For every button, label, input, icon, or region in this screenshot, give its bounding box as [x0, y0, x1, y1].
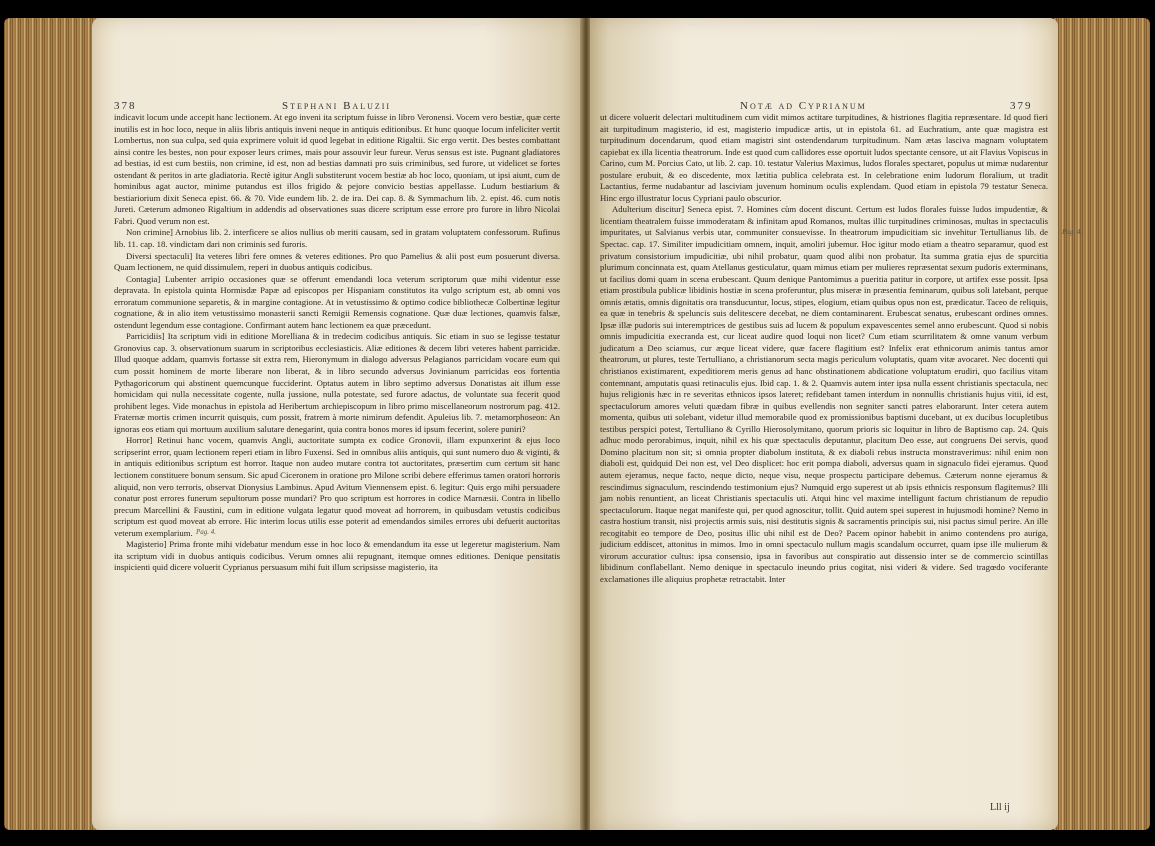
- paragraph: Magisterio] Prima fronte mihi videbatur mendum esse in hoc loco & emendandum ita esse ut legeretur magisterium. Nam ita scriptum vidi in duobus antiquis codicibus. Verum omnes alii repugnant, itemque omnes editiones. Denique pensitatis inspicienti quid dicere voluerit Cyprianus persuasum mihi fuit illum scripsisse magisterio, ita: [114, 539, 560, 573]
- left-page-number: 378: [114, 100, 137, 112]
- paragraph: Adulterium discitur] Seneca epist. 7. Homines cùm docent discunt. Certum est ludos florales fuisse ludos impudentiæ, & licentiam theatralem fuisse immoderatam & infinitam apud Romanos, multas illic turpitudines criminosas, multas in spectaculis impuritates, ut Salvianus verbis utar, communiter consuevisse. In theatrorum impudicitiam sic invehitur Tertullianus lib. de Spectac. cap. 17. Similiter impudicitiam omnem, inquit, amoliri jubemur. Hoc igitur modo etiam a theatro separamur, quod est privatum consistorium impudicitiæ, ubi nihil probatur, quam quod alibi non probatur. Ita summa gratia ejus de spurcitia plurimum concinnata est, quam Atellanus gesticulatur, quam mimus etiam per mulieres repræsentat sexum pudoris exterminans, ut facilius domi quam in scena erubescant. Quum denique Pantomimus a pueritia patitur in corpore, ut artifex esse possit. Ipsa etiam prostibula publicæ libidinis hostiæ in scena proferuntur, plus miseræ in præsentia feminarum, quibus soli latebant, perque omnis ætatis, omnis dignitatis ora transducuntur, locus, stipes, elogium, etiam quibus opus non est, prædicatur. Taceo de reliquis, ea quæ in tenebris & speluncis suis delitescere decebat, ne diem contaminarent. Erubescat senatus, erubescant ordines omnes. Ipsæ illæ pudoris sui interemptrices de gestibus suis ad lucem & populum expavescentes semel anno erubescunt. Quod si nobis omnis impudicitia execranda est, cur liceat audire quod loqui non licet? Cum etiam scurrilitatem & omne vanum verbum judicatum a Deo sciamus, cur æque liceat videre, quæ facere flagitium est? Infelix erat ethnicorum animis tantus amor theatrorum, ut plures, teste Tertulliano, a christianorum secta magis periculum voluptatis, quam vitæ avocaret. Nec docenti qui christianos existimarent, expeditiorem meris genus ad hanc obstinationem abdicatione voluptatum erudiri, quo facilius vitam contemnant, amputatis quasi retinaculis ejus. Ibid cap. 1. & 2. Quamvis autem inter ipsa nulla essent christianis spectacula, nec hujus religionis hæc in re severitas ethnicos ipsos lateret; refidebant tamen interdum in nonnullis christianis hujus vitii, id est, spectaculorum amores veluti quædam fibræ in quibus evellendis non segniter sancti patres elaborarunt. Inter cetera autem momenta, quibus uti solebant, videtur illud memorabile quod ex promissionibus baptismi ducebant, ut ex ducibus locupletibus testibus perspici potest, Tertulliano & Cyrillo Hierosolymitano, quorum prioris sic loquitur in libro de Baptismo cap. 24. Quis adhuc modo perorabimus, inquit, nihil ex his quæ spectaculis deputantur, placitum Deo esse, aut congruens Dei servis, quod Domino placitum non sit; si omnia propter diabolum instituta, & ex diaboli rebus instructa monstraverimus: nihil enim non diaboli est, quidquid Dei non est, vel Deo displicet: hoc erit pompa diaboli, adversus quam in signaculo fidei ejeramus. Quod autem ejeramus, neque facto, neque dicto, neque visu, neque prospectu participare debemus. Cæterum nonne ejeramus & rescindimus signaculum, rescindendo testimonium ejus? Numquid ergo superest ut ab ipsis ethnicis responsum flagitemus? Illi jam nobis renuntient, an liceat Christianis spectaculis uti. Atqui hinc vel maxime intelligunt factum christianum de repudio spectaculorum. Itaque negat manifeste qui, per quod agnoscitur, tollit. Quid autem spei superest in hujusmodi homine? Nemo in castra hostium transit, nisi projectis armis suis, nisi destitutis signis & sacramentis principis sui, nisi pactus simul perire. An ille recogitabit eo tempore de Deo, positus illic ubi nihil est de Deo? Pacem opinor habebit in animo contendens pro auriga, judicium eddiscet, attonitus in mimos. Imo in omni spectaculo nullum magis scandalum occurret, quam ipse ille mulierum & virorum accuratior cultus: ipsa consensio, ipsa in favoribus aut conspiratio aut dissensio inter se de commercio scintillas libidinum conflabellant. Nemo denique in spectaculo ineundo prius cogitat, nisi videri & videre. Sed tragœdo vociferante exclamationes ille aliquius prophetæ retractabit. Inter: [600, 204, 1048, 584]
- right-page-edges: [1050, 18, 1150, 830]
- paragraph: Parricidiis] Ita scriptum vidi in editione Morelliana & in tredecim codicibus antiquis. Sic etiam in suo se legisse testatur Gronovius cap. 3. observationum suarum in scriptoribus ecclesiasticis. Aliæ editiones & decem libri veteres habent parricidæ. Illud quoque addam, quamvis fortasse sit extra rem, Hieronymum in dialogo adversus Pelagianos parricidam vocare eum qui cum possit hominem de morte liberare non liberat, & in libro secundo adversus Jovinianum parricidas eos fortentia Pythagoricorum qui abstinent quemcunque fucciderint. Optatus autem in libro septimo adversus Donatistas ait illum esse homicidam qui nulla necessitate cogente, nulla jussione, nulla potestate, sed furore adactus, de voluntate sua fecerit quod prohibent leges. Vide monachus in epistola ad Heribertum archiepiscopum in libro primo miscellaneorum nostrorum pag. 412. Fraternæ mortis crimen incurrit quisquis, cum possit, fratrem à morte nimirum defendit. Apuleius lib. 7. metamorphoseon: An ignoras eos etiam qui mortuum auxilium salutare denegarint, quia contra bonos mores id ipsum fecerint, solere puniri?: [114, 331, 560, 434]
- right-margin-note: Pag. 4.: [1062, 228, 1083, 236]
- paragraph: Horror] Retinui hanc vocem, quamvis Angli, auctoritate sumpta ex codice Gronovii, illam expunxerint & ejus loco scripserint error, quam lectionem reperi etiam in libro Fuxensi. Sed in omnibus aliis antiquis, qui sunt numero duo & viginti, & in antiquis editionibus scriptum est horror. Itaque non audeo mutare contra tot auctoritates, præsertim cum certum sit hanc lectionem constituere bonum sensum. Sic apud Ciceronem in oratione pro Milone scribi debere efferimus tamen oratori horroris aliquid, non vero terroris, observat Dionysius Lambinus. Apud Avitum Viennensem epist. 6. legitur: Quis ergo mihi persuadere conatur post errores funerum sepultorum posse mundari? Pro quo scriptum est horrores in codice Marnæsii. Contra in libello precum Marcellini & Faustini, cum in editione vulgata legatur quod moveat ad horrorem, in quibusdam vetustis codicibus scriptum est quod moveat ab errore. Hic interim locus utilis esse poterit ad emendandos similes errores ubi defuerit auctoritas veterum exemplarium.: [114, 435, 560, 538]
- signature-mark: Lll ij: [990, 802, 1010, 813]
- paragraph: indicavit locum unde accepit hanc lectionem. At ego inveni ita scriptum fuisse in libro Veronensi. Vocem vero bestiæ, quæ certe inutilis est in hoc loco, neque in aliis libris antiquis inveni neque in antiquis editionibus. Et hunc quoque locum infeliciter vertit Lombertus, non sua culpa, sed quia exprimere voluit id quod legebat in editione Rigaltii. Sic ergo vertit. Des bestes combattant ainsi contre les bestes, non pour exposer leurs crimes, mais pour assouvir leur fureur. Verus sensus est iste. Pugnant gladiatores ad bestias, id est cum bestiis, non crimine, id est, non ad bestias damnati pro suis criminibus, sed furore, ut videlicet se fortes ostendant & peritos in arte gladiatoria. Rectè igitur Angli substiterunt vocem bestiæ ab hoc loco, quoniam, ut ipsi aiunt, cum de hominibus agat auctor, minime putandus est illos frigido & pejore convicio bestias appellasse. Ludum bestiarium & bestiariorium dixit Seneca epist. 66. & 70. Vide eundem lib. 2. de ira. Dei cap. 8. & Symmachum lib. 2. epist. 46. cum notis Jureti. Cæterum admoneo Rigaltium in addendis ad observationes suas dicere scriptum esse errore pro furore in libro Nicolai Fabri. Quod verum non est.: [114, 112, 560, 226]
- right-page: [590, 18, 1058, 830]
- left-margin-note: Pag. 4.: [196, 528, 217, 536]
- left-body-text: [114, 112, 560, 574]
- left-running-head: Stephani Baluzii: [282, 100, 392, 112]
- paragraph: Contagia] Lubenter arripio occasiones quæ se offerunt emendandi loca veterum scriptorum quæ mihi videntur esse depravata. In epistola quinta Hormisdæ Papæ ad episcopos per Hispaniam constitutos ita vulgo scriptum est, ab omni vos erroratum communione separetis, & in margine contagione. At in vetustissimo & optimo codice bibliothecæ Colbertinæ legitur cognatione, & in alio item vetustissimo monasterii sancti Remigii Remensis cognatione. Quæ duæ lectiones, quamvis falsæ, ostendunt legendum esse contagione. Confirmant autem hanc lectionem ea quæ præcedunt.: [114, 273, 560, 330]
- paragraph: Diversi spectaculi] Ita veteres libri fere omnes & veteres editiones. Pro quo Pamelius & alii post eum posuerunt diversa. Quam lectionem, ne quid dissimulem, reperi in duobus antiquis codicibus.: [114, 250, 560, 273]
- left-page: [92, 18, 582, 830]
- right-running-head: Notæ ad Cyprianum: [740, 100, 867, 112]
- right-body-text: [600, 112, 1048, 585]
- paragraph: ut dicere voluerit delectari multitudinem cum vidit mimos actitare turpitudines, & histriones flagitia repræsentare. Id quod fieri ait turpitudinum magisterio, id est, magisterio impudicæ artis, ut in epistola 61. ad Euchratium, ante quæ magistra est turpitudinum docendarum, quod etiam magistri sint ostendendarum turpitudinum. Nam ætas lasciva magnam voluptatem capiebat ex illa licentia theatrorum. Inde est quod cum callidores esse oportuit ludos spectante censore, ut ait Flavius Vopiscus in Carino, cum M. Porcius Cato, ut lib. 2. cap. 10. testatur Valerius Maximus, ludos florales spectaret, populus ut mimæ nudarentur postulare erubuit, & eo discedente, mox lætitia publica celebrata est. In celebratione enim ludorum floralium, ut tradit Lactantius, ferme nudabantur ad lasciviam juvenum hominum oculis explendam. Quod etiam in epistola 79 testatur Seneca. Hinc ergo illustratur locus Cypriani paulo obscurior.: [600, 112, 1048, 203]
- right-page-number: 379: [1010, 100, 1033, 112]
- paragraph: Non crimine] Arnobius lib. 2. interficere se alios nullius ob meriti causam, sed in gratam voluptatem confessorum. Rufinus lib. 11. cap. 18. vindictam dari non criminis sed furoris.: [114, 227, 560, 250]
